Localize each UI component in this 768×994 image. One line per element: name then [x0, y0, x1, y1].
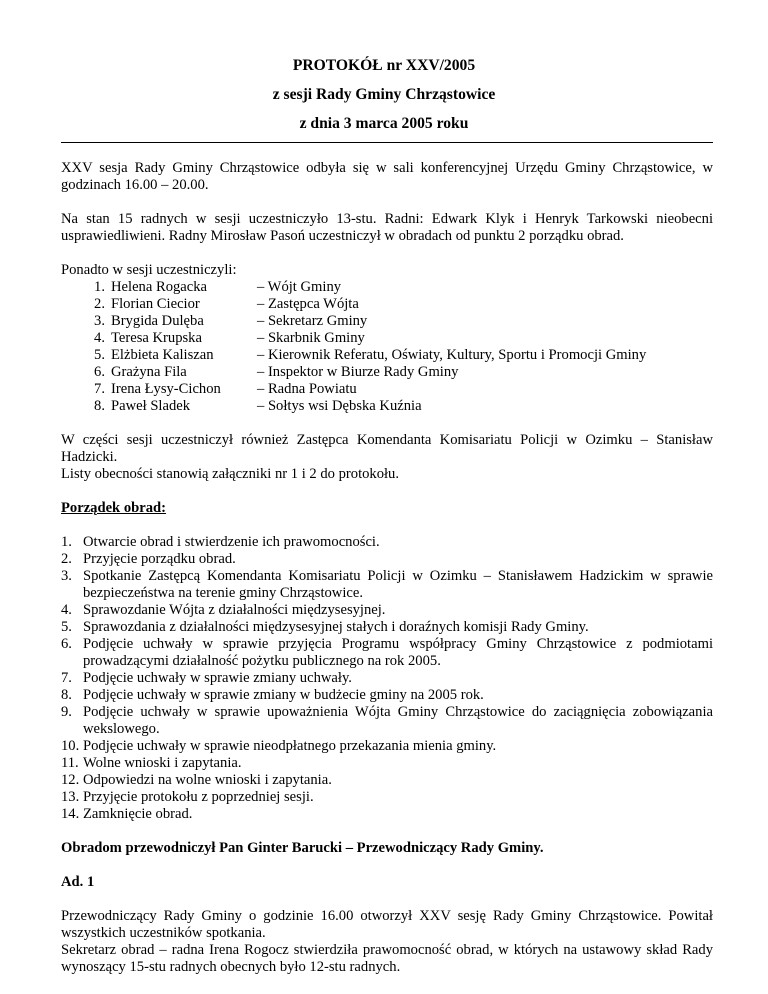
intro-paragraph-1: XXV sesja Rady Gminy Chrząstowice odbyła się w sali konferencyjnej Urzędu Gminy Chrząstowice, w godzinach 16.00 – 20.00. [61, 160, 713, 193]
agenda-list [61, 534, 713, 823]
header-divider [61, 142, 713, 143]
agenda-item-number: 14. [61, 806, 80, 822]
agenda-item-text: Sprawozdania z działalności międzysesyjnej stałych i doraźnych komisji Rady Gminy. [83, 619, 589, 635]
agenda-item [61, 636, 713, 670]
agenda-item-text: Podjęcie uchwały w sprawie zmiany uchwały. [83, 670, 352, 686]
agenda-item-text: Zamknięcie obrad. [83, 806, 193, 822]
attendee-row [61, 296, 713, 313]
agenda-item-text: Otwarcie obrad i stwierdzenie ich prawomocności. [83, 534, 380, 550]
attendee-row [61, 330, 713, 347]
agenda-item-text: Podjęcie uchwały w sprawie upoważnienia Wójta Gminy Chrząstowice do zaciągnięcia zobowiązania wekslowego. [83, 704, 713, 737]
section-ad-1-paragraph-2: Sekretarz obrad – radna Irena Rogocz stwierdziła prawomocność obrad, w których na ustawowy skład Rady wynoszący 15-stu radnych obecnych było 12-stu radnych. [61, 942, 713, 975]
attendee-name: Paweł Sladek [111, 398, 191, 414]
attendee-number: 3. [94, 313, 105, 329]
attendee-number: 5. [94, 347, 105, 363]
agenda-item-number: 7. [61, 670, 72, 686]
attendee-row [61, 313, 713, 330]
section-ad-1-heading: Ad. 1 [61, 874, 95, 890]
agenda-item [61, 738, 713, 755]
agenda-item-number: 13. [61, 789, 80, 805]
attendee-row [61, 381, 713, 398]
agenda-item-text: Spotkanie Zastępcą Komendanta Komisariatu Policji w Ozimku – Stanisławem Hadzickim w sprawie bezpieczeństwa na terenie gminy Chrząstowice. [83, 568, 713, 601]
agenda-item [61, 551, 713, 568]
attendee-role: – Inspektor w Biurze Rady Gminy [257, 364, 459, 380]
attendee-name: Florian Ciecior [111, 296, 200, 312]
attendee-role: – Sołtys wsi Dębska Kuźnia [257, 398, 422, 414]
attendee-name: Grażyna Fila [111, 364, 187, 380]
police-paragraph: W części sesji uczestniczył również Zastępca Komendanta Komisariatu Policji w Ozimku – Stanisław Hadzicki. [61, 432, 713, 465]
agenda-item [61, 789, 713, 806]
attendee-row [61, 398, 713, 415]
agenda-item-number: 2. [61, 551, 72, 567]
agenda-item-text: Przyjęcie porządku obrad. [83, 551, 236, 567]
attendance-lists-note: Listy obecności stanowią załączniki nr 1 i 2 do protokołu. [61, 466, 400, 482]
agenda-item [61, 670, 713, 687]
agenda-item-text: Podjęcie uchwały w sprawie zmiany w budżecie gminy na 2005 rok. [83, 687, 484, 703]
attendee-name: Helena Rogacka [111, 279, 208, 295]
attendees-label: Ponadto w sesji uczestniczyli: [61, 262, 237, 278]
attendee-name: Elżbieta Kaliszan [111, 347, 214, 363]
agenda-item-number: 12. [61, 772, 80, 788]
agenda-item [61, 704, 713, 738]
attendee-row [61, 347, 713, 364]
document-title: PROTOKÓŁ nr XXV/2005 [292, 57, 476, 74]
agenda-item-number: 10. [61, 738, 80, 754]
agenda-item-number: 1. [61, 534, 72, 550]
attendee-role: – Sekretarz Gminy [257, 313, 368, 329]
document-header [0, 57, 768, 144]
agenda-item-text: Podjęcie uchwały w sprawie nieodpłatnego przekazania mienia gminy. [83, 738, 497, 754]
document-subtitle: z sesji Rady Gminy Chrząstowice [272, 86, 496, 103]
document-date: z dnia 3 marca 2005 roku [299, 115, 469, 132]
attendee-role: – Wójt Gminy [257, 279, 342, 295]
agenda-item-number: 11. [61, 755, 79, 771]
agenda-item [61, 772, 713, 789]
agenda-item-number: 4. [61, 602, 72, 618]
attendee-number: 8. [94, 398, 105, 414]
agenda-item-text: Przyjęcie protokołu z poprzedniej sesji. [83, 789, 314, 805]
attendee-number: 1. [94, 279, 105, 295]
intro-paragraph-2: Na stan 15 radnych w sesji uczestniczyło 13-stu. Radni: Edwark Klyk i Henryk Tarkowski nieobecni usprawiedliwieni. Radny Mirosław Pasoń uczestniczył w obradach od punktu 2 porządku obrad. [61, 211, 713, 244]
agenda-item-text: Wolne wnioski i zapytania. [83, 755, 242, 771]
attendee-role: – Radna Powiatu [257, 381, 357, 397]
agenda-item [61, 534, 713, 551]
attendee-name: Brygida Dulęba [111, 313, 204, 329]
attendee-number: 6. [94, 364, 105, 380]
attendee-name: Teresa Krupska [111, 330, 202, 346]
agenda-item-text: Sprawozdanie Wójta z działalności międzysesyjnej. [83, 602, 386, 618]
agenda-item-text: Odpowiedzi na wolne wnioski i zapytania. [83, 772, 332, 788]
attendee-number: 7. [94, 381, 105, 397]
attendee-role: – Zastępca Wójta [257, 296, 359, 312]
agenda-item [61, 602, 713, 619]
agenda-item-number: 8. [61, 687, 72, 703]
document-body [61, 160, 713, 993]
attendee-role: – Kierownik Referatu, Oświaty, Kultury, Sportu i Promocji Gminy [257, 347, 647, 363]
agenda-item-number: 5. [61, 619, 72, 635]
attendee-number: 2. [94, 296, 105, 312]
attendee-row [61, 364, 713, 381]
chairperson-statement: Obradom przewodniczył Pan Ginter Barucki – Przewodniczący Rady Gminy. [61, 840, 544, 856]
agenda-item [61, 806, 713, 823]
attendee-name: Irena Łysy-Cichon [111, 381, 221, 397]
agenda-item [61, 687, 713, 704]
agenda-item-number: 3. [61, 568, 72, 584]
agenda-item-number: 6. [61, 636, 72, 652]
attendees-list [61, 279, 713, 415]
agenda-item [61, 568, 713, 602]
agenda-item [61, 755, 713, 772]
attendee-row [61, 279, 713, 296]
agenda-item-number: 9. [61, 704, 72, 720]
agenda-heading: Porządek obrad: [61, 500, 166, 516]
attendee-role: – Skarbnik Gminy [257, 330, 365, 346]
agenda-item [61, 619, 713, 636]
attendee-number: 4. [94, 330, 105, 346]
agenda-item-text: Podjęcie uchwały w sprawie przyjęcia Programu współpracy Gminy Chrząstowice z podmiotami prowadzącymi działalność pożytku publicznego na rok 2005. [83, 636, 713, 669]
section-ad-1-paragraph-1: Przewodniczący Rady Gminy o godzinie 16.00 otworzył XXV sesję Rady Gminy Chrząstowice. Powitał wszystkich uczestników spotkania. [61, 908, 713, 941]
